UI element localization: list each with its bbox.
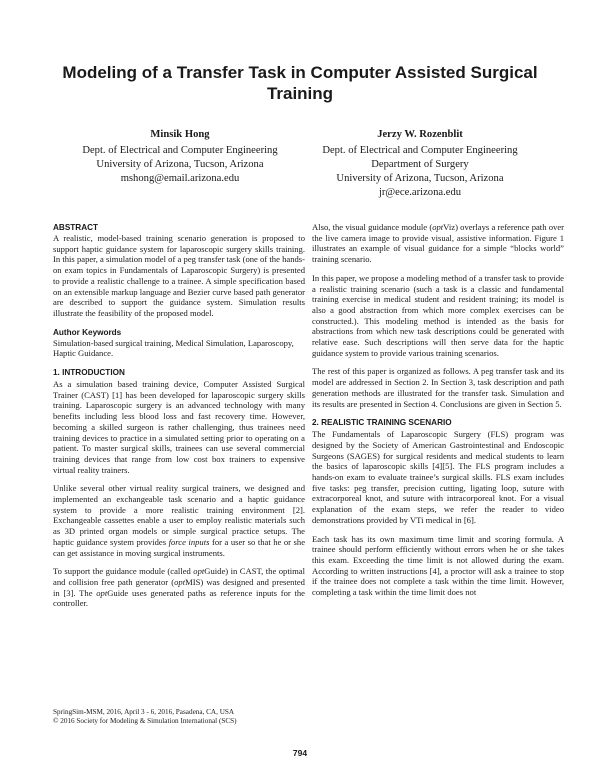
right-paragraph-3: The rest of this paper is organized as follows. A peg transfer task and its model are addressed in Section 2. In Section 3, task description and path generation methods are illustrated for the transfer task. Simulation and its results are presented in Section 4. Conclusions are given in Section 5. <box>312 366 564 409</box>
left-column <box>53 222 305 617</box>
section-heading-realistic-training: 2. REALISTIC TRAINING SCENARIO <box>312 418 452 428</box>
author-name: Minsik Hong <box>150 129 210 140</box>
right-paragraph-2: In this paper, we propose a modeling method of a transfer task to provide a realistic training scenario (such a task is a classic and fundamental training exercise in medical student and resident training; its model is also a good abstraction from which more complex exercises can be constructed.). This modeling method is intended as the basis for abstractions from which new task descriptions could be generated with relative ease. Such descriptions will then serve data for the haptic guidance system to provide various training scenarios. <box>312 272 564 358</box>
right-paragraph-5: Each task has its own maximum time limit and scoring formula. A trainee should perform efficiently without errors when he or she takes this exam. Exceeding the time limit is not allowed during the exam. According to written instructions [4], a proctor will ask a trainee to stop if the trainee does not complete a task within the time limit. However, completing a task within the time limit does not <box>312 533 564 598</box>
author-affiliation: Department of Surgery <box>371 159 469 170</box>
section-heading-introduction: 1. INTRODUCTION <box>53 368 125 378</box>
author-name: Jerzy W. Rozenblit <box>377 129 463 140</box>
author-affiliation: Dept. of Electrical and Computer Engineering <box>322 145 518 156</box>
intro-paragraph-3: To support the guidance module (called optGuide) in CAST, the optimal and collision free path generator (optMIS) was designed and presented in [3]. The optGuide uses generated paths as reference inputs for the controller. <box>53 566 305 609</box>
page-number: 794 <box>292 748 308 758</box>
author-affiliation: University of Arizona, Tucson, Arizona <box>96 159 264 170</box>
paper-title: Modeling of a Transfer Task in Computer Assisted Surgical Training <box>62 63 538 103</box>
right-paragraph-4: The Fundamentals of Laparoscopic Surgery (FLS) program was designed by the Society of American Gastrointestinal and Endoscopic Surgeons (SAGES) for surgical residents and medical students to learn the basics of laparoscopic skills [4][5]. The FLS program includes a hands-on exam to evaluate trainee’s surgical skills. FLS exam includes five tasks: peg transfer, precision cutting, ligating loop, suture with extracorporeal knot, and suture with intracorporeal knot. For a visual explanation of the exam steps, we refer the reader to video demonstrations provided by VTi medical in [6]. <box>312 429 564 525</box>
right-column <box>312 222 564 606</box>
keywords-heading: Author Keywords <box>53 327 122 337</box>
right-paragraph-1: Also, the visual guidance module (optViz) overlays a reference path over the live camera image to provide visual, assistive information. Figure 1 illustrates an example of visual guidance for a simple “blocks world” training scenario. <box>312 222 564 265</box>
copyright-footnote <box>53 708 305 726</box>
author-block-2 <box>300 128 540 200</box>
intro-paragraph-2: Unlike several other virtual reality surgical trainers, we designed and implemented an exchangeable task scenario and a haptic guidance system to provide a more realistic training environment [2]. Exchangeable cassettes enable a user to employ realistic materials such as 3D printed organ models or simple surgical practice setups. The haptic guidance system provides force inputs for a user so that he or she can get assistance in moving surgical instruments. <box>53 483 306 558</box>
keywords-text: Simulation-based surgical training, Medical Simulation, Laparoscopy, Haptic Guidance. <box>53 337 294 359</box>
author-affiliation: University of Arizona, Tucson, Arizona <box>336 173 504 184</box>
abstract-heading: ABSTRACT <box>53 223 99 232</box>
intro-paragraph-1: As a simulation based training device, Computer Assisted Surgical Trainer (CAST) [1] has been developed for laparoscopic surgery skills training. Laparoscopic surgery is an advanced technology with many benefits including less blood loss and fast recovery time. However, becoming a skilled surgeon is rather challenging, thus trainees need training devices to practice in a simulated setting prior to operating on a patient. To master surgical skills, trainees can use several commercial training devices that range from low cost box trainers to expensive virtual reality trainers. <box>53 379 305 475</box>
author-affiliation: Dept. of Electrical and Computer Engineering <box>82 145 278 156</box>
author-block-1 <box>60 128 300 186</box>
abstract-text: A realistic, model-based training scenario generation is proposed to support haptic guidance system for laparoscopic surgery skills training. In this paper, a simulation model of a peg transfer task (one of the hands-on exam topics in Fundamentals of Laparoscopic Surgery) is presented to provide a realistic challenge to a trainee. A simple specification based on an extensible markup language and Bezier curve based path generator are described to support the guidance system. Simulation results illustrate the feasibility of the proposed model. <box>53 233 305 318</box>
conference-line: SpringSim-MSM, 2016, April 3 - 6, 2016, Pasadena, CA, USA <box>53 708 235 716</box>
author-email: jr@ece.arizona.edu <box>378 187 462 198</box>
copyright-line: © 2016 Society for Modeling & Simulation International (SCS) <box>53 717 237 725</box>
author-email: mshong@email.arizona.edu <box>120 173 240 184</box>
